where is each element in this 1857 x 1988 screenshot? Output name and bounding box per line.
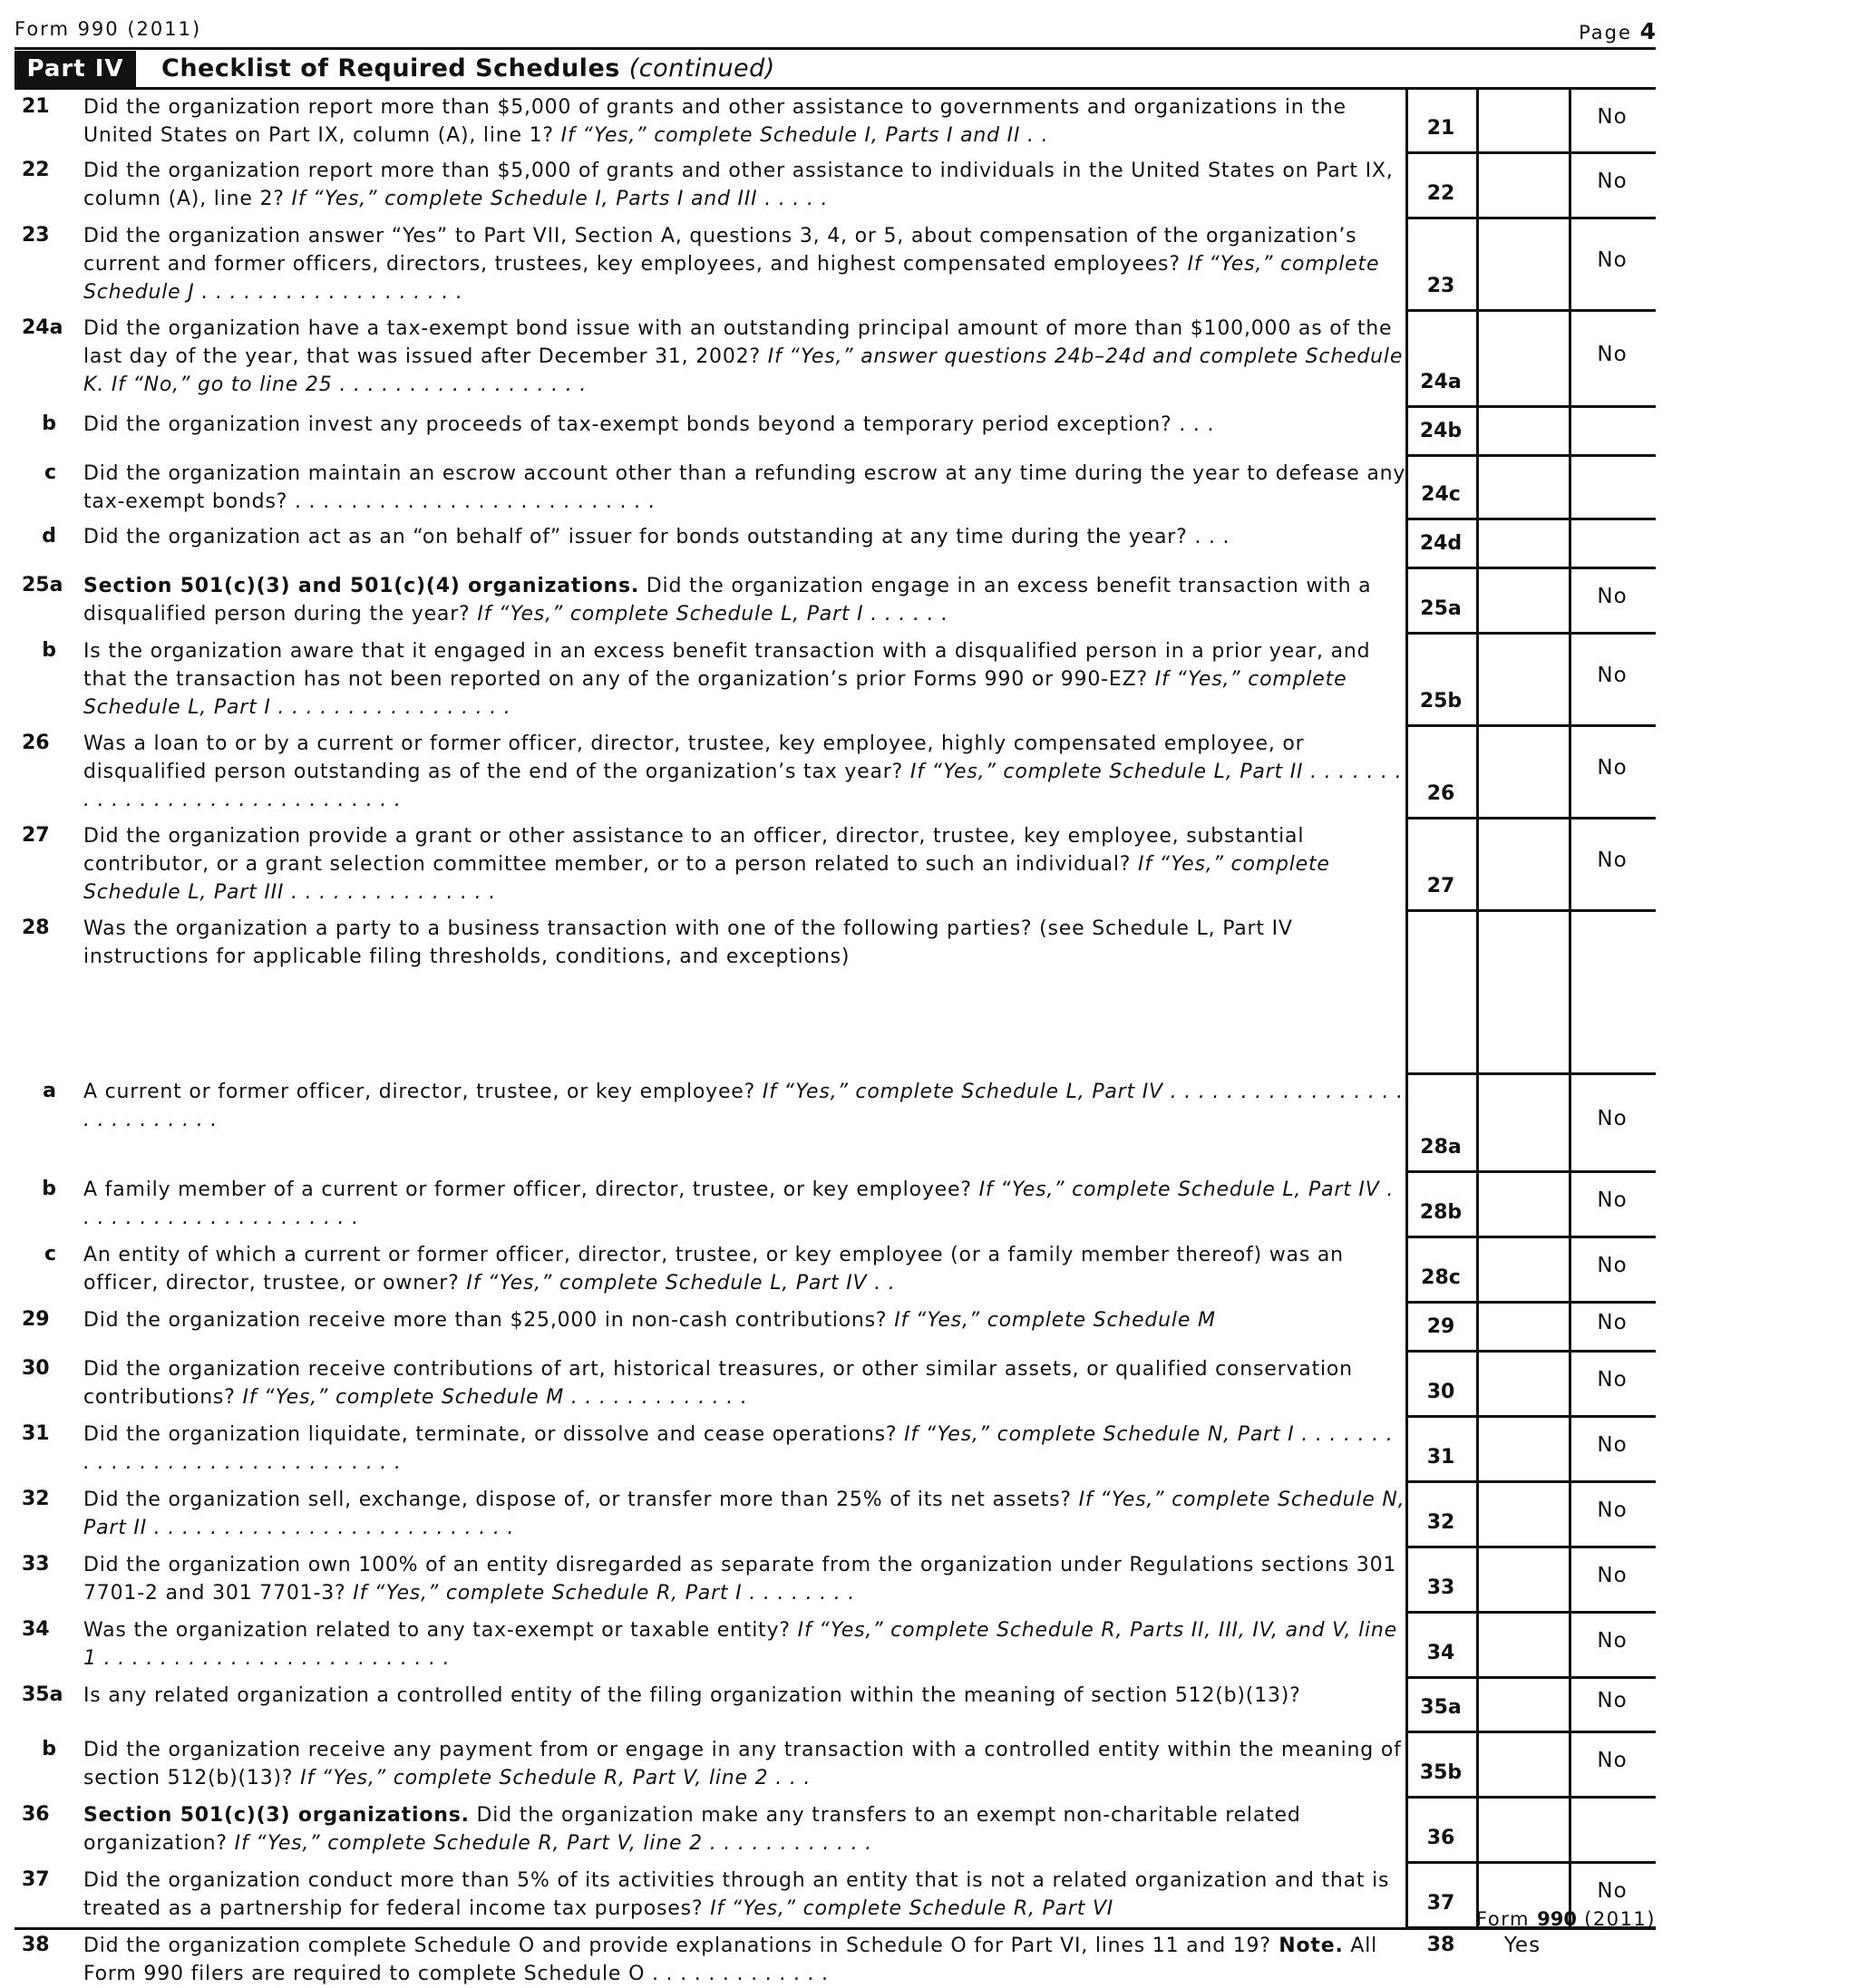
question-instruction: If “Yes,” complete Schedule M [887,1309,1216,1332]
question-instruction: If “Yes,” complete Schedule L, Part I . . . . . . . . . . . . . . . . . [83,668,1347,719]
checklist-grid [15,88,1656,1985]
checklist-row [15,567,1656,632]
question-number: 36 [22,1803,50,1826]
question-instruction: If “Yes,” complete Schedule R, Part VI [703,1897,1114,1920]
answer-no: No [1597,1629,1628,1653]
part-tag: Part IV [15,51,136,87]
question-instruction: If “Yes,” complete Schedule N, Part II . . . . . . . . . . . . . . . . . . . . . . . . . . [83,1489,1405,1539]
question-number: 23 [22,224,50,247]
answer-yes: Yes [1503,1934,1541,1957]
question-bold-lead: Section 501(c)(3) organizations. [83,1804,470,1827]
question-text [83,1932,1407,1988]
question-instruction: If “Yes,” complete Schedule L, Part I . . . . . . [470,603,948,625]
footer-form-number: 990 [1537,1908,1577,1930]
line-number: 38 [1426,1934,1455,1956]
question-text [83,822,1407,907]
question-text [83,1801,1407,1857]
question-body: Did the organization liquidate, terminate, or dissolve and cease operations? [83,1423,898,1446]
checklist-row [15,1731,1656,1796]
line-number: 36 [1426,1827,1455,1849]
checklist-row [15,309,1656,405]
question-body: Did the organization own 100% of an entity disregarded as separate from the organization under Regulations sections 301 7701-2 and 301 7701-3? [83,1554,1397,1605]
line-number: 31 [1426,1446,1455,1469]
answer-no: No [1597,1564,1628,1587]
line-number: 35b [1419,1761,1463,1784]
question-text [83,411,1407,439]
line-number: 34 [1426,1642,1455,1664]
form-label: Form 990 (2011) [15,18,202,40]
question-number: 33 [22,1553,50,1576]
question-body: Did the organization act as an “on behalf of” issuer for bonds outstanding at any time during the year? . . . [83,526,1230,548]
line-number: 37 [1426,1892,1455,1915]
answer-no: No [1597,1107,1628,1130]
question-number: 26 [22,732,50,754]
question-text [83,1551,1407,1607]
checklist-row [15,1236,1656,1301]
part-title [161,54,775,82]
line-number: 24a [1420,371,1462,393]
part-heading [15,51,1656,87]
question-body: Did the organization receive any payment from or engage in any transaction with a controlled entity within the meaning of section 512(b)(13)? [83,1739,1402,1789]
question-number: 29 [22,1308,50,1331]
page-indicator [1579,18,1656,44]
question-text [83,637,1407,722]
checklist-row [15,217,1656,309]
line-number: 24b [1419,420,1463,442]
question-text [83,1078,1407,1134]
question-number: a [43,1080,56,1102]
question-body: Did the organization make any transfers to an exempt non-charitable related organization? [83,1804,1301,1855]
answer-no: No [1597,1188,1628,1212]
question-bold-lead: Section 501(c)(3) and 501(c)(4) organizations. [83,575,640,597]
line-number: 25a [1420,597,1462,620]
question-body: Did the organization engage in an excess benefit transaction with a disqualified person during the year? [83,575,1372,625]
question-number: 35a [22,1683,63,1706]
answer-no: No [1597,1498,1628,1522]
answer-no: No [1597,756,1628,780]
question-body: Did the organization receive contributions of art, historical treasures, or other similar assets, or qualified conservation contributions? [83,1358,1353,1409]
checklist-row [15,1796,1656,1861]
part-subtitle: (continued) [628,54,775,82]
question-body: Did the organization provide a grant or other assistance to an officer, director, trustee, key employee, substantial contributor, or a grant selection committee member, or to a person related to such an individual? [83,825,1305,876]
answer-no: No [1597,1433,1628,1457]
checklist-row [15,1611,1656,1676]
page-header [15,15,1656,47]
question-instruction: If “Yes,” answer questions 24b–24d and complete Schedule K. If “No,” go to line 25 . . . . . . . . . . . . . . . . . . [83,345,1404,396]
question-text [83,460,1407,516]
question-text [83,93,1407,150]
question-body: Did the organization invest any proceeds of tax-exempt bonds beyond a temporary period exception? . . . [83,413,1215,436]
question-number: d [42,525,56,548]
question-instruction: If “Yes,” complete Schedule L, Part IV . . . . . . . . . . . . . . . . . . . . . . . . . . . [83,1081,1404,1131]
question-number: 21 [22,95,50,118]
question-instruction: If “Yes,” complete Schedule R, Part I . . . . . . . . [345,1582,856,1605]
checklist-row [15,1676,1656,1731]
checklist-row [15,1415,1656,1480]
answer-no: No [1597,1689,1628,1712]
checklist-row [15,151,1656,217]
question-number: b [42,639,56,662]
line-number: 27 [1426,875,1455,897]
line-number: 21 [1426,117,1455,140]
question-instruction: If “Yes,” complete Schedule I, Parts I and III . . . . . [284,188,829,210]
checklist-row [15,1546,1656,1611]
question-number: 32 [22,1488,50,1510]
answer-no: No [1597,849,1628,872]
answer-no: No [1597,248,1628,272]
question-number: b [42,412,56,435]
line-number: 32 [1426,1511,1455,1534]
line-number: 28c [1421,1266,1461,1289]
question-number: 24a [22,316,63,339]
question-instruction: If “Yes,” complete Schedule L, Part IV . . [459,1272,896,1295]
question-body: An entity of which a current or former officer, director, trustee, or key employee (or a family member thereof) was an officer, director, trustee, or owner? [83,1244,1344,1295]
question-text [83,1241,1407,1297]
checklist-row [15,405,1656,454]
question-body: Was the organization related to any tax-exempt or taxable entity? [83,1619,791,1642]
question-body: Was the organization a party to a business transaction with one of the following parties? (see Schedule L, Part IV instructions for applicable filing thresholds, conditions, and exceptions) [83,917,1293,968]
footer-form-prefix: Form [1476,1908,1530,1930]
question-text [83,222,1407,306]
question-body: Did the organization have a tax-exempt bond issue with an outstanding principal amount of more than $100,000 as of the last day of the year, that was issued after December 31, 2002? [83,317,1393,368]
checklist-row [15,1480,1656,1546]
answer-no: No [1597,170,1628,193]
question-number: 22 [22,159,50,181]
header-rule [15,47,1656,50]
line-number: 29 [1426,1315,1455,1338]
checklist-row [15,1861,1656,1926]
question-text [83,1486,1407,1542]
answer-no: No [1597,105,1628,129]
question-number: 25a [22,574,63,596]
question-text [83,730,1407,814]
note-text: All Form 990 filers are required to complete Schedule O . . . . . . . . . . . . . [83,1935,1378,1985]
checklist-row [15,909,1656,1072]
question-text [83,1355,1407,1411]
page-number: 4 [1639,18,1656,44]
question-body: Did the organization report more than $5,000 of grants and other assistance to individuals in the United States on Part IX, column (A), line 2? [83,160,1394,210]
answer-no: No [1597,343,1628,366]
question-number: 34 [22,1618,50,1641]
question-instruction: If “Yes,” complete Schedule R, Part V, line 2 . . . [293,1767,812,1789]
question-body: Is the organization aware that it engaged in an excess benefit transaction with a disqualified person in a prior year, and that the transaction has not been reported on any of the organization’s prior Forms 990 or 990-EZ? [83,640,1371,691]
question-body: Was a loan to or by a current or former officer, director, trustee, key employee, highly compensated employee, or disqualified person outstanding as of the end of the organization’s tax year? [83,732,1305,783]
question-number: b [42,1178,56,1200]
question-text [83,315,1407,399]
line-number: 24c [1421,483,1461,506]
question-body: A current or former officer, director, trustee, or key employee? [83,1081,756,1103]
question-text [83,915,1407,971]
answer-no: No [1597,1311,1628,1334]
question-text [83,1306,1407,1334]
question-number: 28 [22,916,50,939]
answer-no: No [1597,1254,1628,1277]
question-body: Did the organization sell, exchange, dispose of, or transfer more than 25% of its net assets? [83,1489,1072,1511]
question-instruction: If “Yes,” complete Schedule R, Parts II, III, IV, and V, line 1 . . . . . . . . . . . . . . . . . . . . . . . . . [83,1619,1397,1670]
question-instruction: If “Yes,” complete Schedule J . . . . . . . . . . . . . . . . . . . [83,253,1380,304]
page-label: Page [1579,22,1632,44]
question-text [83,1421,1407,1477]
question-number: 31 [22,1422,50,1445]
question-instruction: If “Yes,” complete Schedule R, Part V, line 2 . . . . . . . . . . . . [227,1832,872,1855]
question-text [83,1616,1407,1673]
question-text [83,157,1407,213]
question-instruction: If “Yes,” complete Schedule M . . . . . . . . . . . . . [235,1386,748,1409]
question-body: Did the organization conduct more than 5% of its activities through an entity that is not a related organization and that is treated as a partnership for federal income tax purposes? [83,1869,1390,1920]
question-text [83,1867,1407,1923]
line-number: 26 [1426,782,1455,805]
question-number: 38 [22,1934,50,1956]
checklist-row [15,632,1656,724]
question-body: Did the organization answer “Yes” to Part VII, Section A, questions 3, 4, or 5, about compensation of the organization’s current and former officers, directors, trustees, key employees, and highest compensated employees? [83,225,1357,276]
question-body: Did the organization complete Schedule O and provide explanations in Schedule O for Part VI, lines 11 and 19? [83,1935,1271,1957]
question-text [83,1682,1407,1710]
checklist-row [15,1170,1656,1236]
part-title-text: Checklist of Required Schedules [161,54,620,82]
line-number: 28b [1419,1201,1463,1224]
line-number: 35a [1420,1696,1462,1719]
question-body: Did the organization report more than $5,000 of grants and other assistance to governments and organizations in the United States on Part IX, column (A), line 1? [83,96,1347,147]
question-instruction: If “Yes,” complete Schedule L, Part III . . . . . . . . . . . . . . . [83,853,1330,904]
line-number: 23 [1426,275,1455,297]
question-body: Did the organization receive more than $25,000 in non-cash contributions? [83,1309,888,1332]
question-body: A family member of a current or former officer, director, trustee, or key employee? [83,1178,972,1201]
answer-no: No [1597,664,1628,687]
question-text [83,523,1407,551]
line-number: 33 [1426,1576,1455,1599]
answer-no: No [1597,1368,1628,1392]
question-text [83,1176,1407,1232]
checklist-row [15,1301,1656,1350]
note-label: Note. [1270,1935,1344,1957]
question-body: Did the organization maintain an escrow account other than a refunding escrow at any time during the year to defease any tax-exempt bonds? . . . . . . . . . . . . . . . . . . . . . . . . . . [83,462,1406,513]
checklist-row [15,518,1656,567]
page-footer [1476,1908,1656,1930]
line-number: 25b [1419,690,1463,713]
question-number: 30 [22,1357,50,1380]
question-instruction: If “Yes,” complete Schedule L, Part II . . . . . . . . . . . . . . . . . . . . . . . . . . . . . . [83,761,1403,811]
question-number: c [44,461,56,484]
footer-year: (2011) [1584,1908,1656,1930]
line-number: 24d [1419,532,1463,555]
checklist-row [15,1350,1656,1415]
question-instruction: If “Yes,” complete Schedule I, Parts I and II . . [553,124,1049,147]
checklist-row [15,454,1656,518]
checklist-row [15,88,1656,151]
question-number: c [44,1243,56,1266]
question-body: Is any related organization a controlled entity of the filing organization within the meaning of section 512(b)(13)? [83,1684,1301,1707]
question-text [83,1736,1407,1792]
question-number: b [42,1738,56,1760]
question-text [83,572,1407,628]
checklist-row [15,1072,1656,1170]
answer-no: No [1597,585,1628,608]
question-instruction: If “Yes,” complete Schedule L, Part IV . . . . . . . . . . . . . . . . . . . . . [83,1178,1395,1229]
footer-rule [15,1927,1656,1930]
line-number: 22 [1426,182,1455,205]
question-number: 27 [22,824,50,847]
answer-no: No [1597,1879,1628,1903]
answer-no: No [1597,1749,1628,1772]
question-number: 37 [22,1868,50,1891]
checklist-row [15,724,1656,817]
line-number: 28a [1420,1136,1462,1159]
checklist-row [15,817,1656,909]
question-instruction: If “Yes,” complete Schedule N, Part I . . . . . . . . . . . . . . . . . . . . . . . . . . . . . . [83,1423,1394,1474]
line-number: 30 [1426,1381,1455,1403]
